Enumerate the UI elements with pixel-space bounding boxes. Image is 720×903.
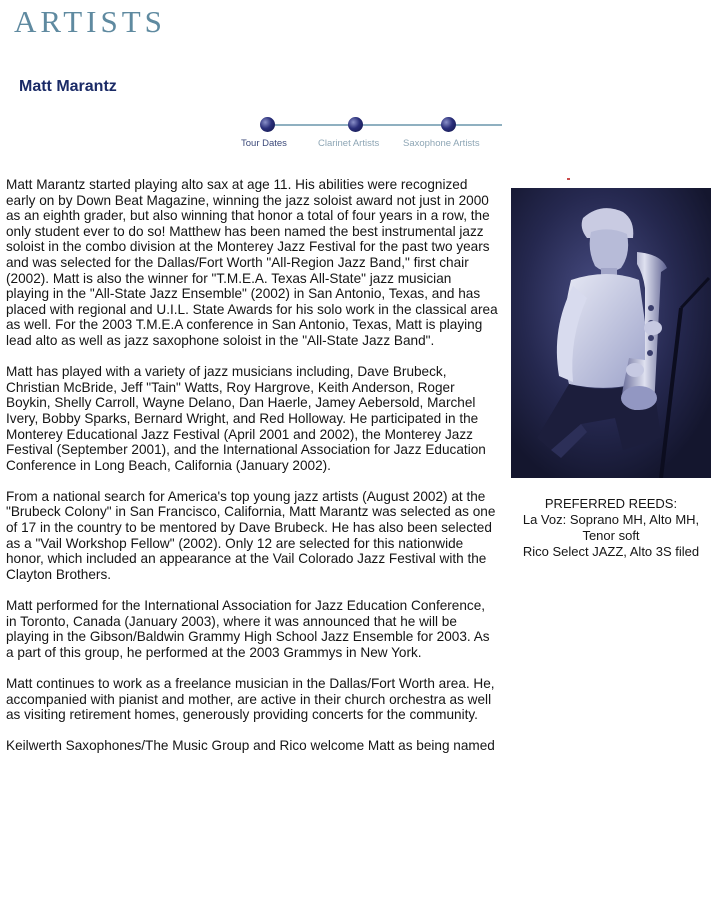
bio-paragraph: Keilwerth Saxophones/The Music Group and Rico welcome Matt as being named [6, 738, 495, 754]
bio-paragraph: From a national search for America's top young jazz artists (August 2002) at the "Brubeck Colony" in San Francisco, California, Matt Marantz was selected as one of 17 in the country to be mentored by Dave Brubeck. He has also been selected as a "Vail Workshop Fellow" (2002). Only 12 are selected for this nationwide honor, which included an appearance at the Vail Colorado Jazz Festival with the Clayton Brothers. [6, 488, 496, 582]
section-title: ARTISTS [14, 4, 166, 39]
reeds-heading: PREFERRED REEDS: [544, 496, 678, 511]
artist-name: Matt Marantz [19, 78, 117, 95]
reeds-line: Rico Select JAZZ, Alto 3S filed [522, 544, 700, 559]
nav-link-clarinet-artists[interactable]: Clarinet Artists [318, 138, 380, 149]
nav-dot-icon[interactable] [348, 117, 363, 132]
artist-photo [511, 188, 711, 478]
nav-dot-icon[interactable] [441, 117, 456, 132]
nav-dot-icon[interactable] [260, 117, 275, 132]
nav-link-tour-dates[interactable]: Tour Dates [241, 138, 287, 149]
bio-paragraph: Matt has played with a variety of jazz musicians including, Dave Brubeck, Christian McBride, Jeff "Tain" Watts, Roy Hargrove, Keith Anderson, Roger Boykin, Shelly Carroll, Wayne Delano, Dan Haerle, Jamey Aebersold, Marchel Ivery, Bobby Sparks, Bernard Wright, and Red Holloway. He participated in the Monterey Educational Jazz Festival (April 2001 and 2002), the Monterey Jazz Festival (September 2001), and the International Association for Jazz Education Conference in Long Beach, California (January 2002). [6, 364, 486, 473]
saxophonist-photo-icon [511, 188, 711, 478]
nav-link-saxophone-artists[interactable]: Saxophone Artists [403, 138, 480, 149]
bio-paragraph: Matt Marantz started playing alto sax at age 11. His abilities were recognized early on by Down Beat Magazine, winning the jazz soloist award not just in 2000 as an eighth grader, but also winning that honor a total of four years in a row, the only student ever to do so! Matthew has been named the best instrumental jazz soloist in the combo division at the Monterey Jazz Festival for the past two years and was selected for the Dallas/Fort Worth "All-Region Jazz Band," first chair (2002). Matt is also the winner for "T.M.E.A. Texas All-State" jazz musician playing in the "All-State Jazz Ensemble" (2002) in San Antonio, Texas, and has placed with regional and U.I.L. State Awards for his solo work in the classical area as well. For the 2003 T.M.E.A conference in San Antonio, Texas, Matt is playing lead alto as well as jazz saxophone soloist in the "All-State Jazz Band". [6, 177, 498, 348]
preferred-reeds [505, 496, 717, 560]
bio-paragraph: Matt performed for the International Association for Jazz Education Conference, in Toronto, Canada (January 2003), where it was announced that he will be playing in the Gibson/Baldwin Grammy High School Jazz Ensemble for 2003. As a part of this group, he performed at the 2003 Grammys in New York. [6, 598, 490, 660]
decorative-dot [567, 178, 570, 180]
reeds-line: Tenor soft [582, 528, 640, 543]
bio-paragraph: Matt continues to work as a freelance musician in the Dallas/Fort Worth area. He, accompanied with pianist and mother, are active in their church orchestra as well as visiting retirement homes, generously providing concerts for the community. [6, 676, 495, 723]
artist-nav [230, 112, 510, 152]
nav-line [264, 124, 502, 126]
artist-bio [6, 177, 498, 770]
reeds-line: La Voz: Soprano MH, Alto MH, [522, 512, 700, 527]
